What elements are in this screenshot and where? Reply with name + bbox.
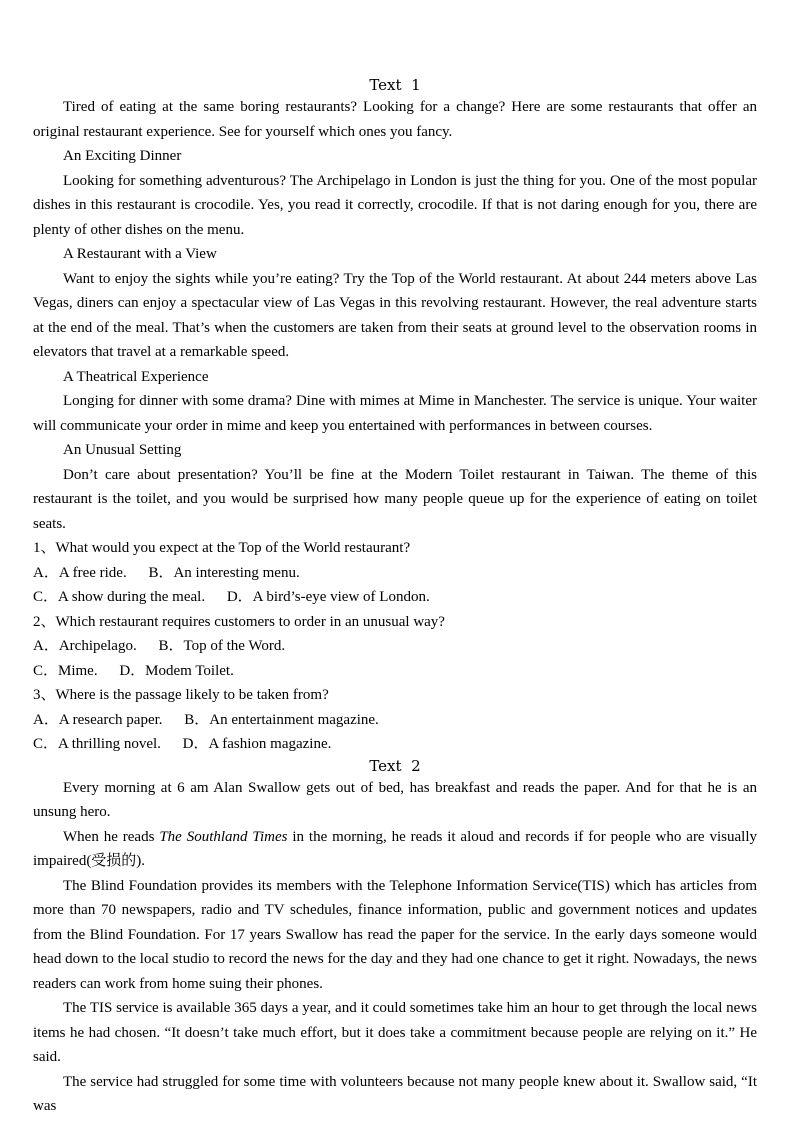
question-3-option-c: C．A thrilling novel. <box>33 736 161 752</box>
question-1-text: What would you expect at the Top of the World restaurant? <box>55 540 411 556</box>
text2-paragraph-2-after: in the morning, he reads it aloud and records if for people who are visually impaired(受损的). <box>33 828 757 869</box>
text2-paragraph-4: The TIS service is available 365 days a year, and it could sometimes take him an hour to get through the local news items he had chosen. “It doesn’t take much effort, but it does take a commitment because people are relying on it.” He said. <box>33 1000 757 1065</box>
question-2-number: 2、 <box>33 613 56 630</box>
section-heading-restaurant-view: A Restaurant with a View <box>63 246 217 262</box>
question-1-option-a: A．A free ride. <box>33 564 127 581</box>
text2-paragraph-1: Every morning at 6 am Alan Swallow gets out of bed, has breakfast and reads the paper. And for that he is an unsung hero. <box>33 779 757 820</box>
section-heading-theatrical-experience: A Theatrical Experience <box>63 368 209 385</box>
question-2-options-cd <box>33 659 757 684</box>
question-2-option-d: D．Modem Toilet. <box>119 662 234 679</box>
question-3-options-cd <box>33 732 757 757</box>
newspaper-title-italic: The Southland Times <box>159 828 288 845</box>
question-2-text: Which restaurant requires customers to order in an unusual way? <box>55 613 445 630</box>
text2-title: Text 2 <box>369 756 421 775</box>
question-3-options-ab <box>33 708 757 733</box>
question-2-options-ab <box>33 634 757 659</box>
text2-paragraph-2 <box>33 825 757 874</box>
question-3-text: Where is the passage likely to be taken from? <box>55 687 329 703</box>
paragraph-exciting-dinner: Looking for something adventurous? The Archipelago in London is just the thing for you. One of the most popular dishes in this restaurant is crocodile. Yes, you read it correctly, crocodile. If that is not daring enough for you, there are plenty of other dishes on the menu. <box>33 172 757 238</box>
paragraph-theatrical-experience: Longing for dinner with some drama? Dine with mimes at Mime in Manchester. The service is unique. Your waiter will communicate your order in mime and keep you entertained with performances in between courses. <box>33 393 757 434</box>
question-1-options-ab <box>33 561 757 586</box>
question-3-option-d: D．A fashion magazine. <box>182 736 332 752</box>
question-1-line <box>33 536 757 561</box>
question-3-line <box>33 683 757 708</box>
question-1-options-cd <box>33 585 757 610</box>
question-1-number: 1、 <box>33 540 56 556</box>
paragraph-unusual-setting: Don’t care about presentation? You’ll be fine at the Modern Toilet restaurant in Taiwan. The theme of this restaurant is the toilet, and you would be surprised how many people queue up for the experience of eating on toilet seats. <box>33 466 757 532</box>
question-1-option-d: D．A bird’s-eye view of London. <box>226 589 430 605</box>
question-3-option-b: B．An entertainment magazine. <box>184 711 379 728</box>
text2-paragraph-5: The service had struggled for some time with volunteers because not many people knew about it. Swallow said, “It was <box>33 1073 757 1114</box>
paragraph-restaurant-view: Want to enjoy the sights while you’re eating? Try the Top of the World restaurant. At about 244 meters above Las Vegas, diners can enjoy a spectacular view of Las Vegas in this revolving restaurant. However, the real adventure starts at the end of the meal. That’s when the customers are taken from their seats at ground level to the observation rooms in elevators that travel at a remarkable speed. <box>33 270 757 360</box>
section-heading-exciting-dinner: An Exciting Dinner <box>63 148 182 164</box>
section-heading-unusual-setting: An Unusual Setting <box>63 442 182 458</box>
question-2-line <box>33 610 757 635</box>
text2-paragraph-3: The Blind Foundation provides its members with the Telephone Information Service(TIS) which has articles from more than 70 newspapers, radio and TV schedules, finance information, public and government notices and updates from the Blind Foundation. For 17 years Swallow has read the paper for the service. In the early days someone would head down to the local studio to record the news for the day and they had one chance to get it right. Nowadays, the news readers can work from home suing their phones. <box>33 877 757 992</box>
text1-intro-paragraph: Tired of eating at the same boring restaurants? Looking for a change? Here are some restaurants that offer an original restaurant experience. See for yourself which ones you fancy. <box>33 99 757 140</box>
question-2-option-c: C．Mime. <box>33 662 98 679</box>
question-3-number: 3、 <box>33 687 56 703</box>
text1-title: Text 1 <box>369 76 421 94</box>
question-2-option-b: B．Top of the Word. <box>158 638 286 654</box>
question-3-option-a: A．A research paper. <box>33 711 163 728</box>
question-1-option-b: B．An interesting menu. <box>148 564 300 581</box>
text2-paragraph-2-before: When he reads <box>63 828 160 845</box>
question-1-option-c: C．A show during the meal. <box>33 589 206 605</box>
question-2-option-a: A．Archipelago. <box>33 638 137 654</box>
